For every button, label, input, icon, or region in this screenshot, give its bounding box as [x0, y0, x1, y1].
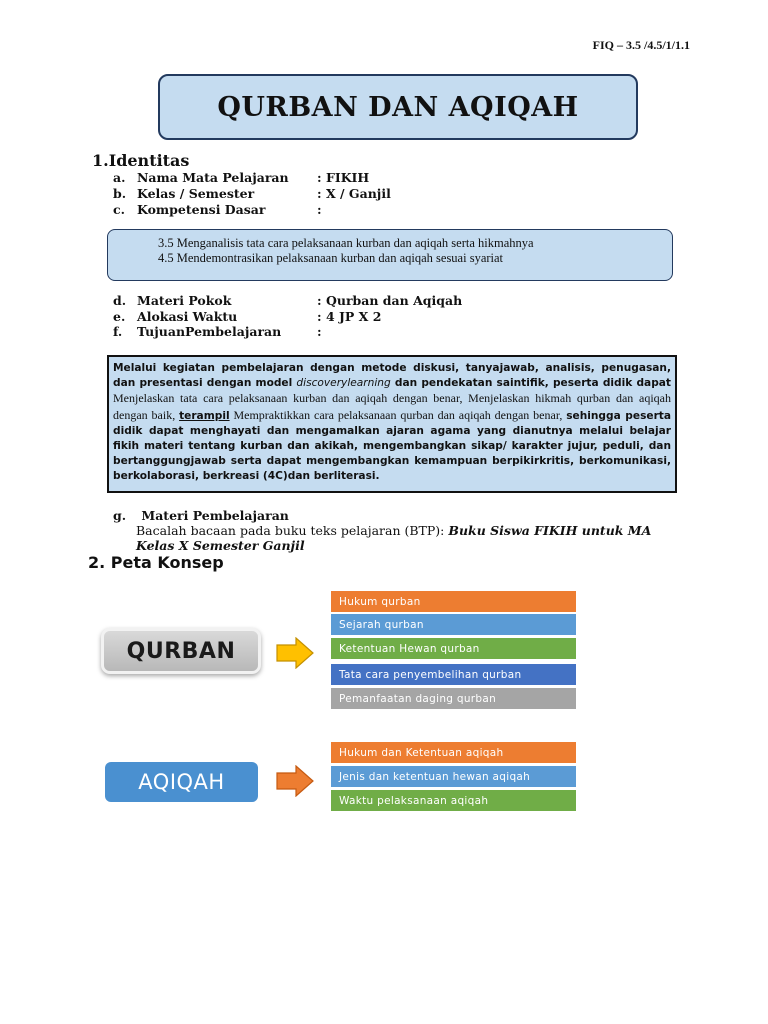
tujuan-text-3: sehingga peserta didik dapat menghayati dan mengamalkan ajaran agama yang dianutnya melalui belajar fikih materi tentang kurban dan akikah, mengembangkan sikap/ karakter jujur, peduli, dan bertanggungjawab serta dapat mengembangkan kemampuan berpikirkritis, berkomunikasi, berkolaborasi, berkreasi (4C)dan berliterasi. — [113, 409, 672, 483]
section-identitas-heading: 1.Identitas — [92, 151, 190, 170]
tujuan-box — [107, 355, 677, 493]
tujuan-terampil: terampil — [179, 409, 230, 422]
qurban-item-ketentuan: Ketentuan Hewan qurban — [331, 638, 576, 659]
btp-text — [136, 523, 666, 553]
row-value: : X / Ganjil — [317, 186, 391, 201]
qurban-item-pemanfaatan: Pemanfaatan daging qurban — [331, 688, 576, 709]
row-key: e. — [113, 309, 126, 324]
btp-instruction: Bacalah bacaan pada buku teks pelajaran (BTP): — [136, 523, 449, 538]
aqiqah-node: AQIQAH — [105, 762, 258, 802]
row-tujuan-pembelajaran — [113, 324, 322, 339]
tujuan-text-2: Menjelaskan tata cara pelaksanaan kurban dan aqiqah dengan benar, Menjelaskan hikmah qurban dan aqiqah dengan baik, — [113, 391, 671, 422]
row-value: : FIKIH — [317, 170, 370, 185]
tujuan-model-italic: discoverylearning — [296, 377, 391, 390]
qurban-item-sejarah: Sejarah qurban — [331, 614, 576, 635]
kompetensi-3-5: 3.5 Menganalisis tata cara pelaksanaan kurban dan aqiqah serta hikmahnya — [158, 236, 534, 250]
row-label: Nama Mata Pelajaran — [137, 170, 289, 185]
row-label: Alokasi Waktu — [137, 309, 238, 324]
aqiqah-item-jenis: Jenis dan ketentuan hewan aqiqah — [331, 766, 576, 787]
row-key: d. — [113, 293, 127, 308]
row-value: : — [317, 202, 322, 217]
qurban-item-hukum: Hukum qurban — [331, 591, 576, 612]
row-label: Kelas / Semester — [137, 186, 255, 201]
row-kompetensi-dasar — [113, 202, 322, 217]
row-value: : Qurban dan Aqiqah — [317, 293, 463, 308]
row-key: a. — [113, 170, 126, 185]
page-title: QURBAN DAN AQIQAH — [217, 91, 579, 123]
title-box — [158, 74, 638, 140]
row-label: Materi Pembelajaran — [141, 508, 289, 523]
row-label: Materi Pokok — [137, 293, 232, 308]
tujuan-text-1-end: dan pendekatan saintifik, peserta didik dapat — [390, 377, 671, 390]
btp-book-title: Buku Siswa FIKIH untuk MA Kelas X Semester Ganjil — [136, 523, 652, 553]
row-label: Kompetensi Dasar — [137, 202, 266, 217]
row-label: TujuanPembelajaran — [137, 324, 282, 339]
qurban-arrow-icon — [276, 637, 314, 669]
row-materi-pokok — [113, 293, 462, 308]
row-key: g. — [113, 508, 127, 523]
row-alokasi-waktu — [113, 309, 381, 324]
document-code: FIQ – 3.5 /4.5/1/1.1 — [592, 38, 690, 52]
row-materi-pembelajaran — [113, 508, 289, 523]
kompetensi-4-5: 4.5 Mendemontrasikan pelaksanaan kurban dan aqiqah sesuai syariat — [158, 251, 504, 265]
row-key: b. — [113, 186, 127, 201]
row-key: c. — [113, 202, 125, 217]
qurban-item-tata-cara: Tata cara penyembelihan qurban — [331, 664, 576, 685]
row-key: f. — [113, 324, 123, 339]
qurban-node: QURBAN — [104, 631, 258, 671]
row-value: : 4 JP X 2 — [317, 309, 382, 324]
aqiqah-item-waktu: Waktu pelaksanaan aqiqah — [331, 790, 576, 811]
tujuan-text-2-end: Mempraktikkan cara pelaksanaan qurban dan aqiqah dengan benar, — [229, 407, 567, 422]
aqiqah-arrow-icon — [276, 765, 314, 797]
row-kelas-semester — [113, 186, 391, 201]
row-value: : — [317, 324, 322, 339]
section-peta-konsep-heading: 2. Peta Konsep — [88, 553, 224, 572]
tujuan-text-1: Melalui kegiatan pembelajaran dengan metode diskusi, tanyajawab, analisis, penugasan, dan presentasi dengan model — [113, 362, 671, 390]
row-mata-pelajaran — [113, 170, 369, 185]
aqiqah-item-hukum: Hukum dan Ketentuan aqiqah — [331, 742, 576, 763]
